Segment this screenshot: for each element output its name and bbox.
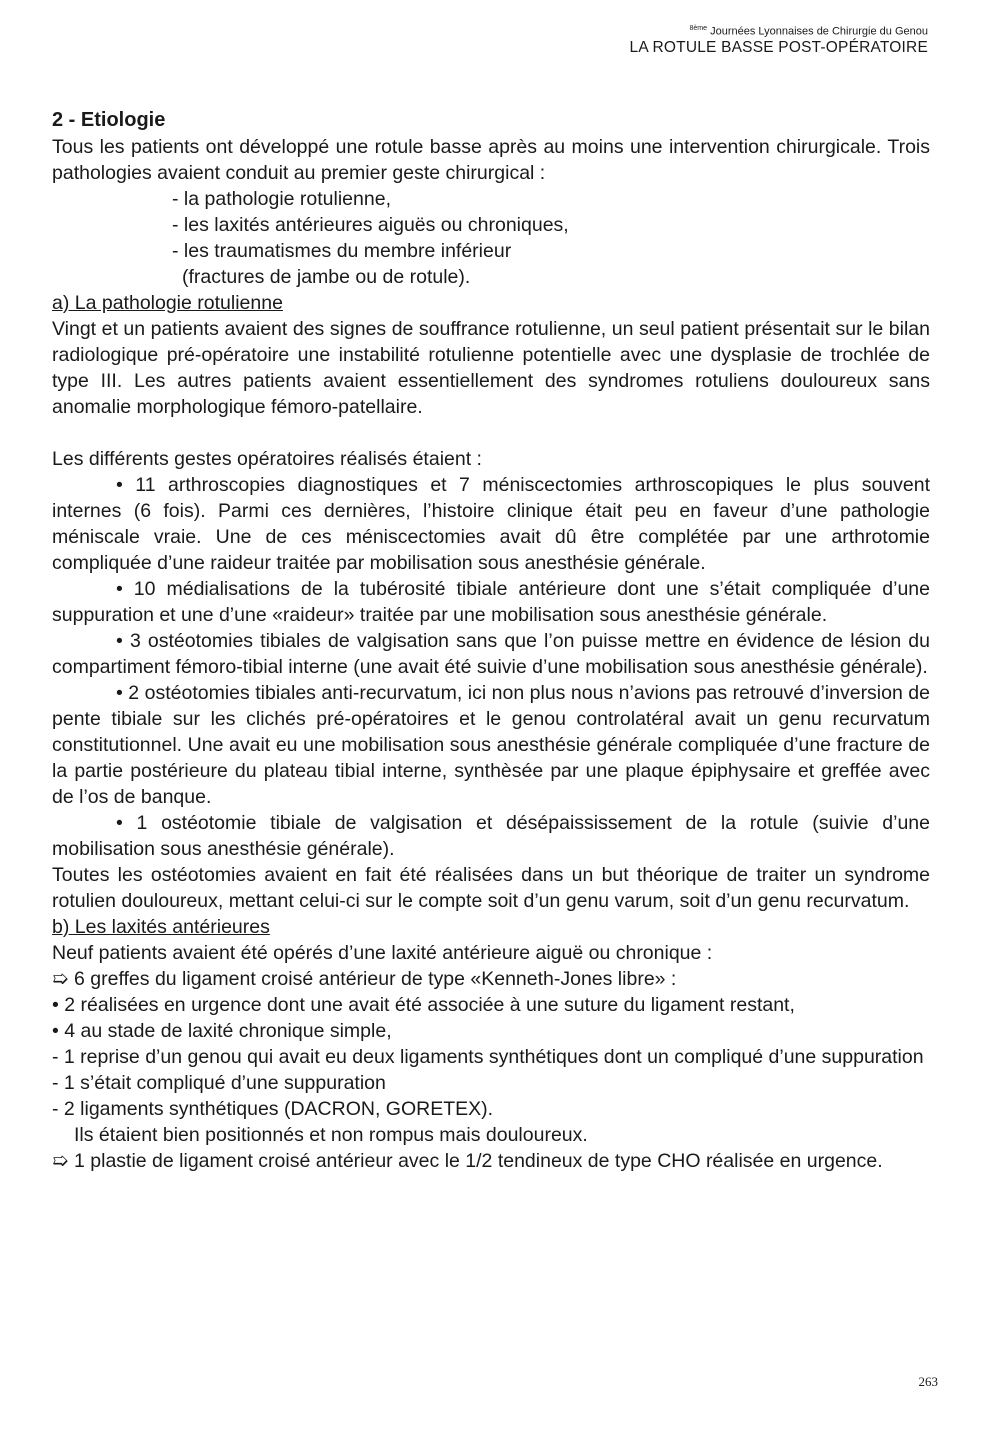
bullet-paragraph: • 3 ostéotomies tibiales de valgisation sans que l’on puisse mettre en évidence de lésion du compartiment fémoro-tibial interne (une avait été suivie d’une mobilisation sous anesthésie générale). [52, 630, 930, 678]
header-conference-name: Journées Lyonnaises de Chirurgie du Genou [707, 25, 928, 38]
header-topic: LA ROTULE BASSE POST-OPÉRATOIRE [629, 38, 928, 56]
section-title: 2 - Etiologie [52, 109, 166, 131]
running-header [630, 22, 929, 57]
gestes-intro: Les différents gestes opératoires réalisés étaient : [52, 448, 482, 470]
arrow-right-icon: ➯ [52, 1150, 69, 1172]
list-item: - les traumatismes du membre inférieur [172, 240, 512, 262]
dash-item: - 1 s’était compliqué d’une suppuration [52, 1072, 386, 1094]
list-item: - la pathologie rotulienne, [172, 188, 391, 210]
list-item: (fractures de jambe ou de rotule). [182, 266, 471, 288]
subsection-b-heading: b) Les laxités antérieures [52, 916, 270, 938]
page-number: 263 [918, 1374, 938, 1389]
subsection-b-intro: Neuf patients avaient été opérés d’une laxité antérieure aiguë ou chronique : [52, 942, 713, 964]
intro-paragraph: Tous les patients ont développé une rotule basse après au moins une intervention chirurgicale. Trois pathologies avaient conduit au premier geste chirurgical : [52, 136, 930, 184]
arrow-right-icon: ➯ [52, 968, 69, 990]
arrow-item [52, 966, 930, 992]
bullet-paragraph: • 10 médialisations de la tubérosité tibiale antérieure dont une s’était compliquée d’une suppuration et une d’une «raideur» traitée par une mobilisation sous anesthésie générale. [52, 578, 930, 626]
arrow-item [52, 1148, 930, 1174]
dash-item: - 2 ligaments synthétiques (DACRON, GORETEX). [52, 1098, 494, 1120]
bullet-paragraph: • 2 ostéotomies tibiales anti-recurvatum, ici non plus nous n’avions pas retrouvé d’inversion de pente tibiale sur les clichés pré-opératoires et le genou controlatéral avait un genu recurvatum constitutionnel. Une avait eu une mobilisation sous anesthésie générale compliquée d’une fracture de la partie postérieure du plateau tibial interne, synthèsée par une plaque épiphysaire et greffée avec de l’os de banque. [52, 682, 930, 808]
dash-item-continuation: Ils étaient bien positionnés et non rompus mais douloureux. [74, 1124, 588, 1146]
arrow-item-text: 1 plastie de ligament croisé antérieur avec le 1/2 tendineux de type CHO réalisée en urgence. [74, 1150, 883, 1172]
bullet-item: • 4 au stade de laxité chronique simple, [52, 1020, 392, 1042]
bullet-paragraph: • 11 arthroscopies diagnostiques et 7 méniscectomies arthroscopiques le plus souvent internes (6 fois). Parmi ces dernières, l’histoire clinique était peu en faveur d’une pathologie méniscale vraie. Une de ces méniscectomies avait dû être complétée par une arthrotomie compliquée d’une raideur traitée par mobilisation sous anesthésie générale. [52, 474, 930, 574]
list-item: - les laxités antérieures aiguës ou chroniques, [172, 214, 569, 236]
subsection-a-heading: a) La pathologie rotulienne [52, 292, 283, 314]
subsection-a-paragraph: Vingt et un patients avaient des signes de souffrance rotulienne, un seul patient présentait sur le bilan radiologique pré-opératoire une instabilité rotulienne potentielle avec une dysplasie de trochlée de type III. Les autres patients avaient essentiellement des syndromes rotuliens douloureux sans anomalie morphologique fémoro-patellaire. [52, 318, 930, 418]
header-edition: 8ème [689, 25, 708, 32]
bullet-paragraph: • 1 ostéotomie tibiale de valgisation et désépaississement de la rotule (suivie d’une mobilisation sous anesthésie générale). [52, 812, 930, 860]
dash-item: - 1 reprise d’un genou qui avait eu deux ligaments synthétiques dont un compliqué d’une suppuration [52, 1046, 924, 1068]
pathology-list [172, 186, 930, 290]
arrow-item-text: 6 greffes du ligament croisé antérieur de type «Kenneth-Jones libre» : [74, 968, 677, 990]
bullet-item: • 2 réalisées en urgence dont une avait été associée à une suture du ligament restant, [52, 994, 795, 1016]
header-conference [630, 22, 929, 39]
subsection-a-conclusion: Toutes les ostéotomies avaient en fait été réalisées dans un but théorique de traiter un syndrome rotulien douloureux, mettant celui-ci sur le compte soit d’un genu varum, soit d’un genu recurvatum. [52, 864, 930, 912]
document-body [52, 106, 930, 1174]
